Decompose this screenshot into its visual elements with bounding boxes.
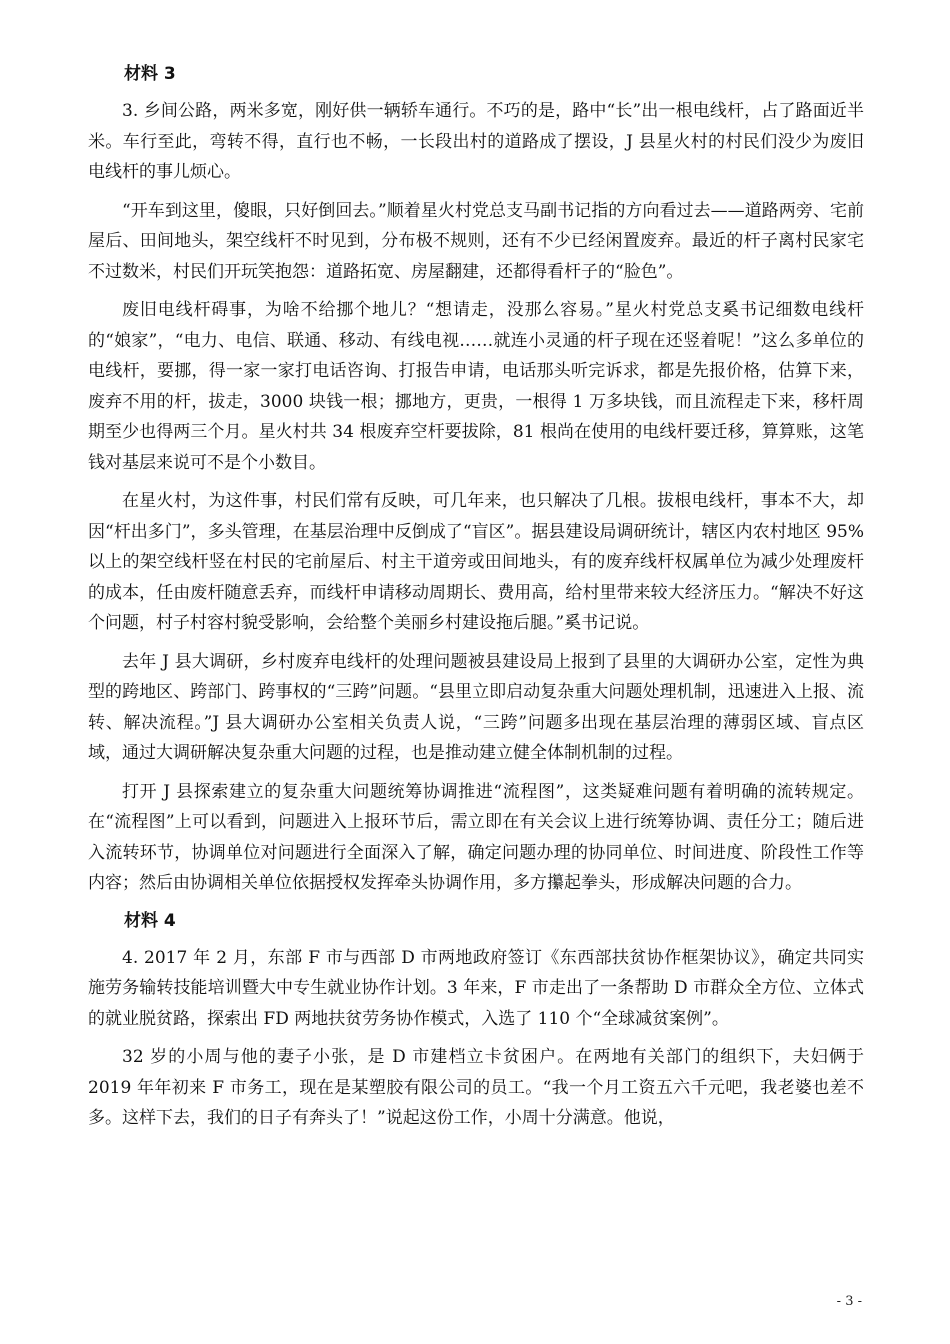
document-page <box>88 60 864 1142</box>
paragraph: 4. 2017 年 2 月，东部 F 市与西部 D 市两地政府签订《东西部扶贫协作框架协议》，确定共同实施劳务输转技能培训暨大中专生就业协作计划。3 年来，F 市走出了一条帮助 D 市群众全方位、立体式的就业脱贫路，探索出 FD 两地扶贫劳务协作模式，入选了 110 个“全球减贫案例”。 <box>88 947 864 1029</box>
section-material-3 <box>88 60 864 899</box>
section-material-4 <box>88 907 864 1134</box>
paragraph: 去年 J 县大调研，乡村废弃电线杆的处理问题被县建设局上报到了县里的大调研办公室，定性为典型的跨地区、跨部门、跨事权的“三跨”问题。“县里立即启动复杂重大问题处理机制，迅速进入上报、流转、解决流程。”J 县大调研办公室相关负责人说，“三跨”问题多出现在基层治理的薄弱区域、盲点区域，通过大调研解决复杂重大问题的过程，也是推动建立健全体制机制的过程。 <box>88 651 864 763</box>
paragraph: 废旧电线杆碍事，为啥不给挪个地儿？“想请走，没那么容易。”星火村党总支奚书记细数电线杆的“娘家”，“电力、电信、联通、移动、有线电视……就连小灵通的杆子现在还竖着呢！”这么多单位的电线杆，要挪，得一家一家打电话咨询、打报告申请，电话那头听完诉求，都是先报价格，估算下来，废弃不用的杆，拔走，3000 块钱一根；挪地方，更贵，一根得 1 万多块钱，而且流程走下来，移杆周期至少也得两三个月。星火村共 34 根废弃空杆要拔除，81 根尚在使用的电线杆要迁移，算算账，这笔钱对基层来说可不是个小数目。 <box>88 300 864 473</box>
page-number: - 3 - <box>836 1294 862 1309</box>
section-heading: 材料 3 <box>124 64 176 84</box>
section-heading: 材料 4 <box>124 910 176 931</box>
paragraph: 在星火村，为这件事，村民们常有反映，可几年来，也只解决了几根。拔根电线杆，事本不大，却因“杆出多门”，多头管理，在基层治理中反倒成了“盲区”。据县建设局调研统计，辖区内农村地区 95%以上的架空线杆竖在村民的宅前屋后、村主干道旁或田间地头，有的废弃线杆权属单位为减少处理废杆的成本，任由废杆随意丢弃，而线杆申请移动周期长、费用高，给村里带来较大经济压力。“解决不好这个问题，村子村容村貌受影响，会给整个美丽乡村建设拖后腿。”奚书记说。 <box>88 491 864 633</box>
paragraph: 打开 J 县探索建立的复杂重大问题统筹协调推进“流程图”，这类疑难问题有着明确的流转规定。在“流程图”上可以看到，问题进入上报环节后，需立即在有关会议上进行统筹协调、责任分工；随后进入流转环节，协调单位对问题进行全面深入了解，确定问题办理的协同单位、时间进度、阶段性工作等内容；然后由协调相关单位依据授权发挥牵头协调作用，多方攥起拳头，形成解决问题的合力。 <box>88 781 864 893</box>
paragraph: 32 岁的小周与他的妻子小张，是 D 市建档立卡贫困户。在两地有关部门的组织下，夫妇俩于 2019 年年初来 F 市务工，现在是某塑胶有限公司的员工。“我一个月工资五六千元吧，我老婆也差不多。这样下去，我们的日子有奔头了！”说起这份工作，小周十分满意。他说， <box>88 1047 864 1128</box>
paragraph: 3. 乡间公路，两米多宽，刚好供一辆轿车通行。不巧的是，路中“长”出一根电线杆，占了路面近半米。车行至此，弯转不得，直行也不畅，一长段出村的道路成了摆设，J 县星火村的村民们没少为废旧电线杆的事儿烦心。 <box>88 101 864 182</box>
paragraph: “开车到这里，傻眼，只好倒回去。”顺着星火村党总支马副书记指的方向看过去——道路两旁、宅前屋后、田间地头，架空线杆不时见到，分布极不规则，还有不少已经闲置废弃。最近的杆子离村民家宅不过数米，村民们开玩笑抱怨：道路拓宽、房屋翻建，还都得看杆子的“脸色”。 <box>88 200 864 282</box>
